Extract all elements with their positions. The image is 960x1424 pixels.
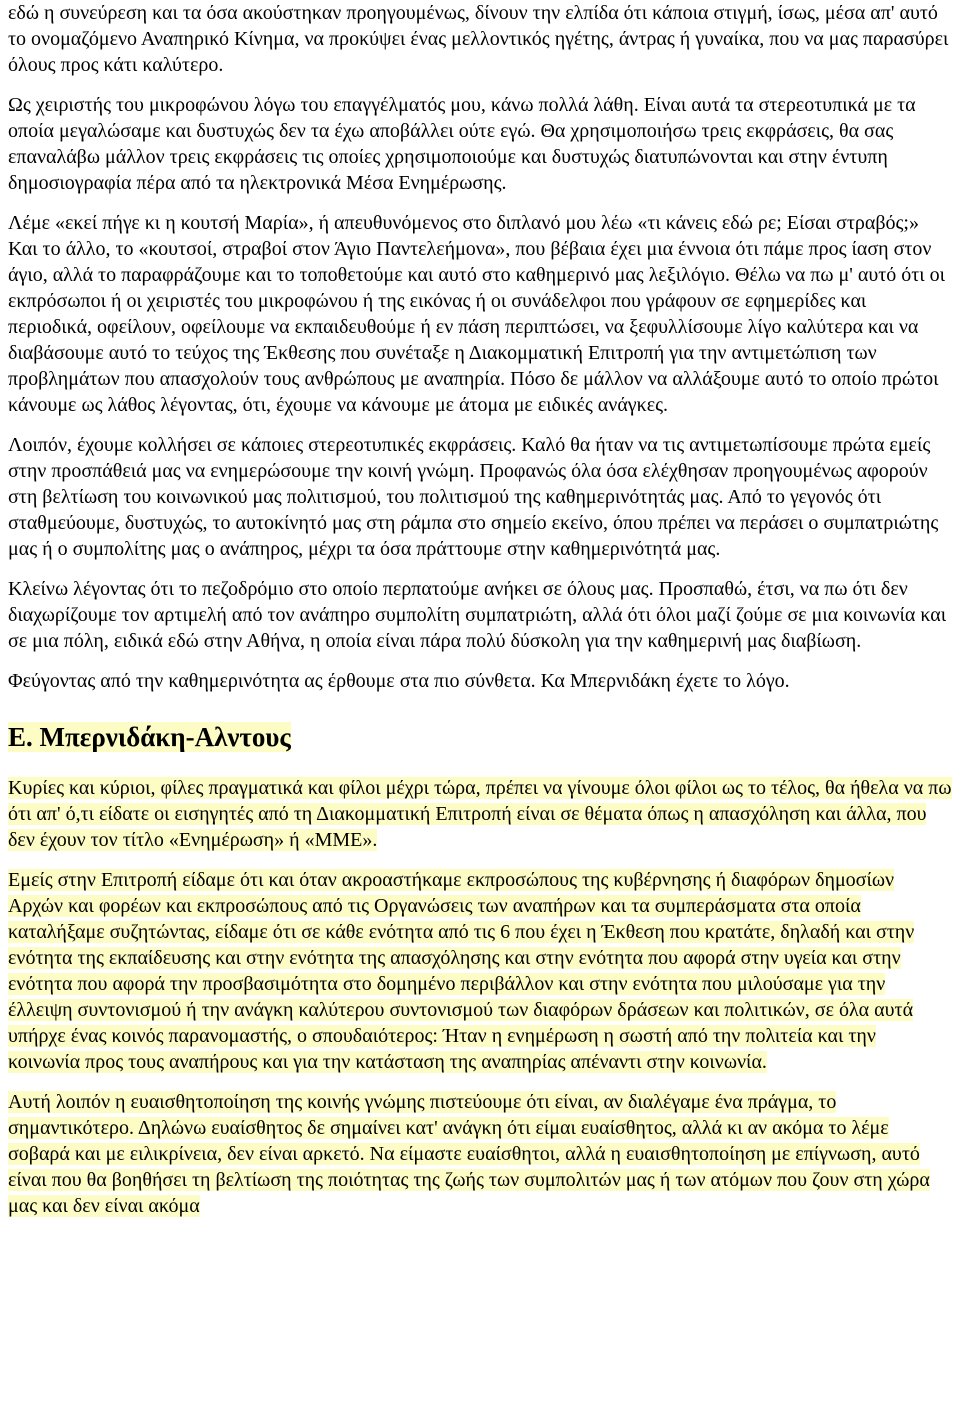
highlighted-paragraph	[8, 775, 952, 853]
paragraph: Λέμε «εκεί πήγε κι η κουτσή Μαρία», ή απευθυνόμενος στο διπλανό μου λέω «τι κάνεις εδώ ρε; Είσαι στραβός;» Και το άλλο, το «κουτσοί, στραβοί στον Άγιο Παντελεήμονα», που βέβαια έχει μια έννοια ότι πάμε προς ίαση στον άγιο, αλλά το παραφράζουμε και το τοποθετούμε και αυτό στο καθημερινό μας λεξιλόγιο. Θέλω να πω μ' αυτό ότι οι εκπρόσωποι ή οι χειριστές του μικροφώνου ή της εικόνας ή οι συνάδελφοι που γράφουν σε εφημερίδες και περιοδικά, οφείλουν, οφείλουμε να εκπαιδευθούμε ή εν πάση περιπτώσει, να ξεφυλλίσουμε λίγο καλύτερα και να διαβάσουμε αυτό το τεύχος της Έκθεσης που συνέταξε η Διακομματική Επιτροπή για την αντιμετώπιση των προβλημάτων που απασχολούν τους ανθρώπους με αναπηρία. Πόσο δε μάλλον να αλλάξουμε αυτό το οποίο πρώτοι κάνουμε ως λάθος λέγοντας, ότι, έχουμε να κάνουμε με άτομα με ειδικές ανάγκες.	[8, 212, 946, 416]
paragraph: Κλείνω λέγοντας ότι το πεζοδρόμιο στο οποίο περπατούμε ανήκει σε όλους μας. Προσπαθώ, έτσι, να πω ότι δεν διαχωρίζουμε τον αρτιμελή από τον ανάπηρο συμπολίτη συμπατριώτη, αλλά ότι όλοι μαζί ζούμε σε μια κοινωνία και σε μια πόλη, ειδικά εδώ στην Αθήνα, η οποία είναι πάρα πολύ δύσκολη για την καθημερινή μας διαβίωση.	[8, 578, 947, 652]
highlighted-text: Αυτή λοιπόν η ευαισθητοποίηση της κοινής γνώμης πιστεύουμε ότι είναι, αν διαλέγαμε ένα πράγμα, το σημαντικότερο. Δηλώνω ευαίσθητος δε σημαίνει κατ' ανάγκη ότι είμαι ευαίσθητος, αλλά κι αν ακόμα το λέμε σοβαρά και με ειλικρίνεια, δεν είναι αρκετό. Να είμαστε ευαίσθητοι, αλλά η ευαισθητοποίηση με επίγνωση, αυτό είναι που θα βοηθήσει τη βελτίωση της ποιότητας της ζωής των συμπολιτών μας ή των ατόμων που ζουν στη χώρα μας και δεν είναι ακόμα	[8, 1091, 930, 1217]
highlighted-text: Εμείς στην Επιτροπή είδαμε ότι και όταν ακροαστήκαμε εκπροσώπους της κυβέρνησης ή διαφόρων δημοσίων Αρχών και φορέων και εκπροσώπους από τις Οργανώσεις των αναπήρων και τα συμπεράσματα στα οποία καταλήξαμε συζητώντας, είδαμε ότι σε κάθε ενότητα από τις 6 που έχει η Έκθεση που κρατάτε, δηλαδή και στην ενότητα της εκπαίδευσης και στην ενότητα της απασχόλησης και στην ενότητα που αφορά στην υγεία και στην ενότητα που αφορά την προσβασιμότητα στο δομημένο περιβάλλον και στην ενότητα που μιλούσαμε για την έλλειψη συντονισμού ή την ανάγκη καλύτερου συντονισμού των διαφόρων δράσεων και πολιτικών, σε όλα αυτά υπήρχε ένας κοινός παρανομαστής, ο σπουδαιότερος: Ήταν η ενημέρωση η σωστή από την πολιτεία και την κοινωνία προς τους αναπήρους και για την κατάσταση της αναπηρίας απέναντι στην κοινωνία.	[8, 869, 915, 1073]
highlighted-paragraph	[8, 867, 952, 1075]
paragraph: Λοιπόν, έχουμε κολλήσει σε κάποιες στερεοτυπικές εκφράσεις. Καλό θα ήταν να τις αντιμετωπίσουμε πρώτα εμείς στην προσπάθειά μας να ενημερώσουμε την κοινή γνώμη. Προφανώς όλα όσα ελέχθησαν προηγουμένως αφορούν στη βελτίωση του κοινωνικού μας πολιτισμού, του πολιτισμού της καθημερινότητάς μας. Από το γεγονός ότι σταθμεύουμε, δυστυχώς, το αυτοκίνητό μας στη ράμπα στο σημείο εκείνο, όπου πρέπει να περάσει ο συμπατριώτης μας ή ο συμπολίτης μας ο ανάπηρος, μέχρι τα όσα πράττουμε στην καθημερινότητά μας.	[8, 434, 939, 560]
paragraph: εδώ η συνεύρεση και τα όσα ακούστηκαν προηγουμένως, δίνουν την ελπίδα ότι κάποια στιγμή, ίσως, μέσα απ' αυτό το ονομαζόμενο Αναπηρικό Κίνημα, να προκύψει ένας μελλοντικός ηγέτης, άντρας ή γυναίκα, που να μας παρασύρει όλους προς κάτι καλύτερο.	[8, 2, 949, 76]
highlighted-text: Κυρίες και κύριοι, φίλες πραγματικά και φίλοι μέχρι τώρα, πρέπει να γίνουμε όλοι φίλοι ως το τέλος, θα ήθελα να πω ότι απ' ό,τι είδατε οι εισηγητές από τη Διακομματική Επιτροπή είναι σε θέματα όπως η απασχόληση και άλλα, που δεν έχουν τον τίτλο «Ενημέρωση» ή «ΜΜΕ».	[8, 777, 952, 851]
speaker-heading: Ε. Μπερνιδάκη-Αλντους	[8, 722, 291, 752]
paragraph: Ως χειριστής του μικροφώνου λόγω του επαγγέλματός μου, κάνω πολλά λάθη. Είναι αυτά τα στερεοτυπικά με τα οποία μεγαλώσαμε και δυστυχώς δεν τα έχω αποβάλλει ούτε εγώ. Θα χρησιμοποιήσω τρεις εκφράσεις, θα σας επαναλάβω μάλλον τρεις εκφράσεις τις οποίες χρησιμοποιούμε και δυστυχώς διατυπώνονται και στην έντυπη δημοσιογραφία πέρα από τα ηλεκτρονικά Μέσα Ενημέρωσης.	[8, 94, 916, 194]
speaker-heading-container	[8, 722, 952, 753]
highlighted-paragraph	[8, 1089, 952, 1219]
paragraph: Φεύγοντας από την καθημερινότητα ας έρθουμε στα πιο σύνθετα. Κα Μπερνιδάκη έχετε το λόγο.	[8, 670, 790, 692]
